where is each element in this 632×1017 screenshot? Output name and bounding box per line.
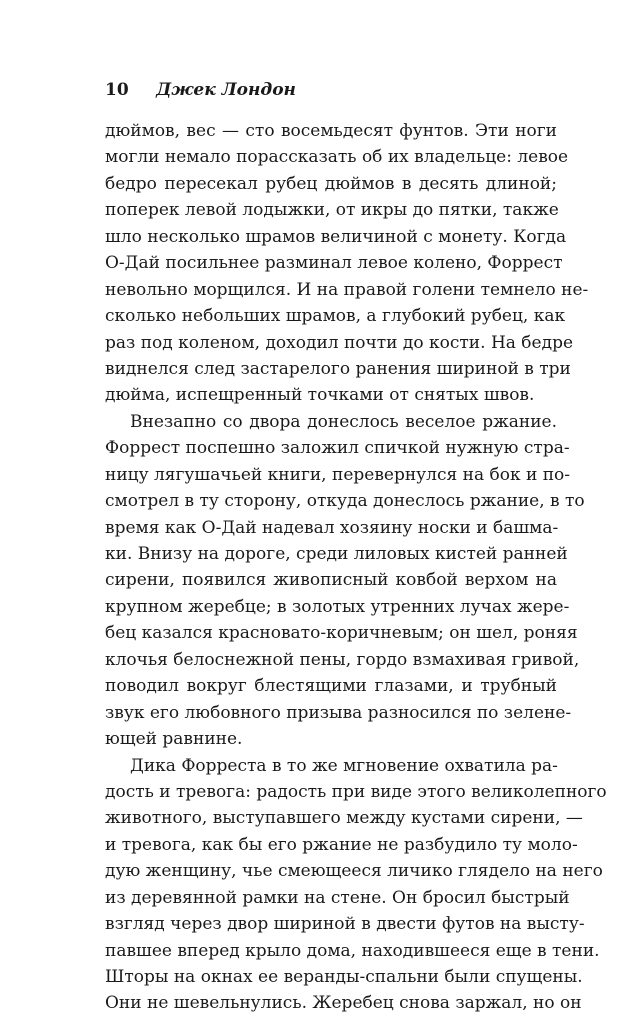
text-line: взгляд через двор шириной в двести футов на высту- [105, 914, 585, 935]
text-line: звук его любовного призыва разносился по зелене- [105, 702, 572, 723]
text-line: могли немало порассказать об их владельце: левое [105, 147, 569, 168]
text-line: Внезапно со двора донеслось веселое ржание. [130, 411, 557, 432]
text-line: раз под коленом, доходил почти до кости. На бедре [105, 332, 574, 353]
text-line: ющей равнине. [105, 729, 243, 750]
text-line: О-Дай посильнее разминал левое колено, Форрест [105, 253, 563, 274]
text-line: Дика Форреста в то же мгновение охватила ра- [130, 755, 558, 776]
text-line: и тревога, как бы его ржание не разбудило ту моло- [105, 834, 578, 855]
text-line: сирени, появился живописный ковбой верхом на [105, 570, 557, 591]
text-line: шло несколько шрамов величиной с монету. Когда [105, 226, 567, 247]
text-line: ницу лягушачьей книги, перевернулся на бок и по- [105, 464, 571, 485]
text-line: дую женщину, чье смеющееся личико глядело на него [105, 861, 603, 882]
text-line: Шторы на окнах ее веранды-спальни были спущены. [105, 967, 583, 987]
text-line: Форрест поспешно заложил спичкой нужную стра- [105, 438, 570, 459]
running-title: Джек Лондон [156, 80, 296, 100]
text-line: ки. Внизу на дороге, среди лиловых кистей ранней [105, 544, 568, 564]
text-line: невольно морщился. И на правой голени темнело не- [105, 279, 589, 300]
text-line: дость и тревога: радость при виде этого великолепного [105, 781, 607, 802]
text-line: бец казался красновато-коричневым; он шел, роняя [105, 623, 578, 644]
text-line: виднелся след застарелого ранения шириной в три [105, 358, 571, 379]
text-line: дюйма, испещренный точками от снятых швов. [105, 385, 535, 406]
page-number: 10 [105, 80, 129, 100]
text-line: время как О-Дай надевал хозяину носки и башма- [105, 517, 559, 538]
text-line: дюймов, вес — сто восемьдесят фунтов. Эти ноги [105, 121, 557, 141]
text-line: поводил вокруг блестящими глазами, и трубный [105, 676, 557, 697]
text-line: смотрел в ту сторону, откуда донеслось ржание, в то [105, 491, 585, 512]
body-text [105, 118, 607, 1017]
running-header [105, 80, 296, 100]
text-line: крупном жеребце; в золотых утренних лучах жере- [105, 596, 570, 617]
text-line: из деревянной рамки на стене. Он бросил быстрый [105, 887, 570, 908]
text-line: Они не шевельнулись. Жеребец снова заржал, но он [105, 993, 582, 1014]
text-line: животного, выступавшего между кустами сирени, — [105, 808, 583, 829]
text-line: клочья белоснежной пены, гордо взмахивая гривой, [105, 649, 580, 670]
text-line: поперек левой лодыжки, от икры до пятки, также [105, 200, 559, 221]
text-line: бедро пересекал рубец дюймов в десять длиной; [105, 173, 557, 194]
text-line: сколько небольших шрамов, а глубокий рубец, как [105, 306, 566, 327]
text-line: павшее вперед крыло дома, находившееся еще в тени. [105, 940, 600, 961]
